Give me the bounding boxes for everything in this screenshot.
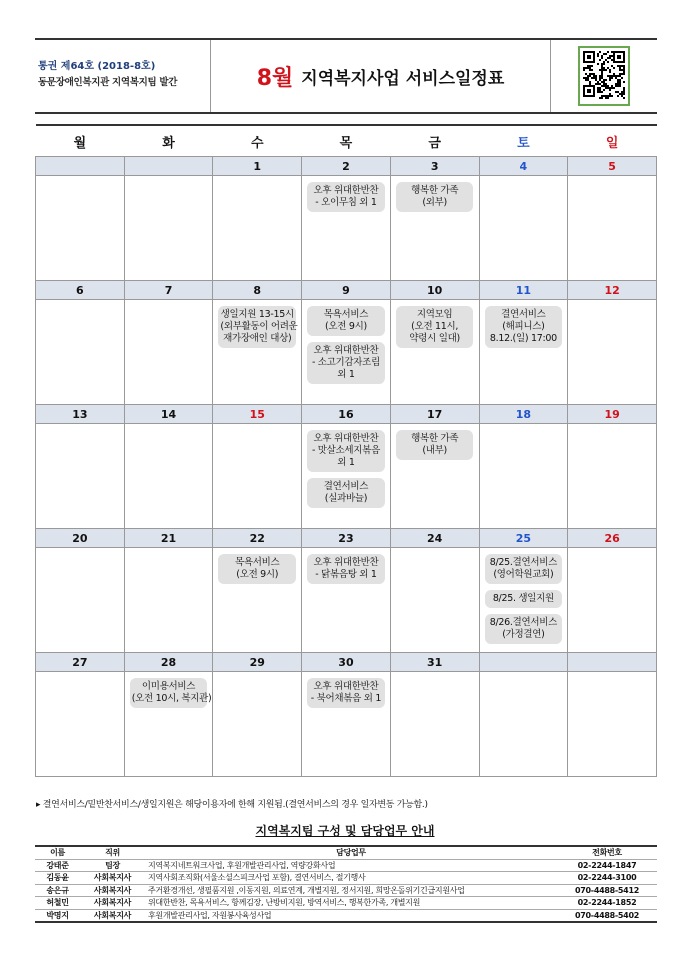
staff-name: 박명지 <box>35 909 80 922</box>
day-cell <box>390 300 479 405</box>
day-number: 13 <box>36 405 125 424</box>
day-number: 11 <box>479 281 568 300</box>
staff-phone: 02-2244-1852 <box>557 897 657 910</box>
day-number: 7 <box>124 281 213 300</box>
weekday-6: 일 <box>568 125 657 157</box>
table-row <box>35 884 657 897</box>
event-item[interactable]: 오후 위대한반찬 - 소고기감자조림 외 1 <box>307 342 385 384</box>
event-item[interactable]: 결연서비스 (실과바늘) <box>307 478 385 508</box>
day-cell <box>479 424 568 529</box>
day-number: 25 <box>479 529 568 548</box>
staff-name: 송은규 <box>35 884 80 897</box>
day-number: 8 <box>213 281 302 300</box>
staff-role: 사회복지사 <box>80 872 145 885</box>
day-cell <box>390 548 479 653</box>
staff-duty: 후원개발관리사업, 자원봉사육성사업 <box>145 909 557 922</box>
day-number: 22 <box>213 529 302 548</box>
day-cell <box>479 300 568 405</box>
qr-code-icon[interactable] <box>578 46 630 106</box>
note-text: 결연서비스/밑반찬서비스/생일지원은 해당이용자에 한해 지원됨.(결연서비스의 경우 일자변동 가능함.) <box>42 800 428 810</box>
staff-role: 사회복지사 <box>80 897 145 910</box>
event-item[interactable]: 8/26.결연서비스 (가정결연) <box>485 614 563 644</box>
day-number: 16 <box>302 405 391 424</box>
weekday-0: 월 <box>36 125 125 157</box>
day-number: 24 <box>390 529 479 548</box>
day-cell <box>479 672 568 777</box>
staff-duty: 주거환경개선, 생필품지원 ,이동지원, 의료연계, 개별지원, 정서지원, 희망온돌위기긴급지원사업 <box>145 884 557 897</box>
day-cell <box>124 176 213 281</box>
staff-name: 강태준 <box>35 859 80 872</box>
event-item[interactable]: 목욕서비스 (오전 9시) <box>307 306 385 336</box>
weekday-2: 수 <box>213 125 302 157</box>
event-item[interactable]: 오후 위대한반찬 - 맛살소세지볶음 외 1 <box>307 430 385 472</box>
event-item[interactable]: 오후 위대한반찬 - 오이무침 외 1 <box>307 182 385 212</box>
note <box>36 797 428 810</box>
day-cell <box>213 672 302 777</box>
table-row <box>35 897 657 910</box>
triangle-bullet-icon: ▸ <box>36 800 41 810</box>
day-number: 14 <box>124 405 213 424</box>
day-number: 1 <box>213 157 302 176</box>
event-item[interactable]: 행복한 가족 (내부) <box>396 430 474 460</box>
staff-role: 사회복지사 <box>80 884 145 897</box>
day-number: 28 <box>124 653 213 672</box>
day-cell <box>390 424 479 529</box>
day-number: 21 <box>124 529 213 548</box>
staff-duty: 지역사회조직화(서울소셜스피크사업 포함), 결연서비스, 절기행사 <box>145 872 557 885</box>
day-number: 4 <box>479 157 568 176</box>
day-number: 20 <box>36 529 125 548</box>
day-number: 31 <box>390 653 479 672</box>
event-item[interactable]: 행복한 가족 (외부) <box>396 182 474 212</box>
weekday-1: 화 <box>124 125 213 157</box>
staff-name: 허철민 <box>35 897 80 910</box>
day-cell <box>213 548 302 653</box>
weekday-5: 토 <box>479 125 568 157</box>
header <box>35 38 657 114</box>
page-title <box>211 40 550 112</box>
day-cell <box>124 300 213 405</box>
day-cell <box>568 548 657 653</box>
day-cell <box>479 176 568 281</box>
day-number <box>36 157 125 176</box>
day-cell <box>568 672 657 777</box>
day-cell <box>36 176 125 281</box>
staff-header-0: 이름 <box>35 846 80 859</box>
staff-phone: 02-2244-3100 <box>557 872 657 885</box>
day-number <box>568 653 657 672</box>
day-number: 10 <box>390 281 479 300</box>
publisher: 동문장애인복지관 지역복지팀 발간 <box>38 77 178 88</box>
day-cell <box>568 300 657 405</box>
day-cell <box>213 424 302 529</box>
table-row <box>35 872 657 885</box>
staff-table <box>35 845 657 923</box>
day-cell <box>302 176 391 281</box>
day-cell <box>124 424 213 529</box>
staff-header-3: 전화번호 <box>557 846 657 859</box>
event-item[interactable]: 8/25.결연서비스 (영어학원교회) <box>485 554 563 584</box>
day-cell <box>479 548 568 653</box>
staff-role: 사회복지사 <box>80 909 145 922</box>
day-cell <box>568 176 657 281</box>
title-text: 지역복지사업 서비스일정표 <box>301 68 505 89</box>
staff-phone: 070-4488-5412 <box>557 884 657 897</box>
table-row <box>35 909 657 922</box>
day-cell <box>390 672 479 777</box>
staff-duty: 위대한반찬, 목욕서비스, 항께김장, 난방비지원, 방역서비스, 행복한가족, 개별지원 <box>145 897 557 910</box>
calendar <box>35 124 657 777</box>
day-number: 23 <box>302 529 391 548</box>
day-cell <box>124 672 213 777</box>
day-cell <box>302 300 391 405</box>
staff-phone: 070-4488-5402 <box>557 909 657 922</box>
day-number: 6 <box>36 281 125 300</box>
staff-header-2: 담당업무 <box>145 846 557 859</box>
day-cell <box>36 672 125 777</box>
day-number: 30 <box>302 653 391 672</box>
day-number: 18 <box>479 405 568 424</box>
day-number <box>479 653 568 672</box>
event-item[interactable]: 오후 위대한반찬 - 닭볶음탕 외 1 <box>307 554 385 584</box>
day-cell <box>213 176 302 281</box>
event-item[interactable]: 결연서비스 (해피니스) 8.12.(일) 17:00 <box>485 306 563 348</box>
event-item[interactable]: 생일지원 13-15시 (외부활동이 어려운 재가장애인 대상) <box>218 306 296 348</box>
day-number: 9 <box>302 281 391 300</box>
issue-number: 통권 제64호 (2018-8호) <box>38 61 156 72</box>
day-number <box>124 157 213 176</box>
staff-role: 팀장 <box>80 859 145 872</box>
month-label: 8월 <box>256 65 294 91</box>
day-number: 2 <box>302 157 391 176</box>
day-number: 17 <box>390 405 479 424</box>
day-cell <box>302 672 391 777</box>
table-row <box>35 859 657 872</box>
day-cell <box>36 300 125 405</box>
event-item[interactable]: 지역모임 (오전 11시, 약령시 일대) <box>396 306 474 348</box>
staff-phone: 02-2244-1847 <box>557 859 657 872</box>
event-item[interactable]: 목욕서비스 (오전 9시) <box>218 554 296 584</box>
day-number: 29 <box>213 653 302 672</box>
day-number: 5 <box>568 157 657 176</box>
staff-section-title: 지역복지팀 구성 및 담당업무 안내 <box>255 824 435 838</box>
day-cell <box>302 548 391 653</box>
day-cell <box>390 176 479 281</box>
day-cell <box>302 424 391 529</box>
weekday-4: 금 <box>390 125 479 157</box>
day-cell <box>213 300 302 405</box>
day-cell <box>568 424 657 529</box>
event-item[interactable]: 8/25. 생일지원 <box>485 590 563 608</box>
staff-name: 김동윤 <box>35 872 80 885</box>
day-number: 15 <box>213 405 302 424</box>
divider <box>550 40 551 112</box>
day-number: 3 <box>390 157 479 176</box>
day-cell <box>124 548 213 653</box>
day-number: 26 <box>568 529 657 548</box>
day-number: 19 <box>568 405 657 424</box>
staff-duty: 지역복지네트워크사업, 후원개발관리사업, 역량강화사업 <box>145 859 557 872</box>
staff-header-1: 직위 <box>80 846 145 859</box>
day-number: 12 <box>568 281 657 300</box>
event-item[interactable]: 오후 위대한반찬 - 북어채볶음 외 1 <box>307 678 385 708</box>
day-cell <box>36 424 125 529</box>
day-cell <box>36 548 125 653</box>
event-item[interactable]: 이미용서비스 (오전 10시, 복지관) <box>130 678 208 708</box>
weekday-3: 목 <box>302 125 391 157</box>
day-number: 27 <box>36 653 125 672</box>
